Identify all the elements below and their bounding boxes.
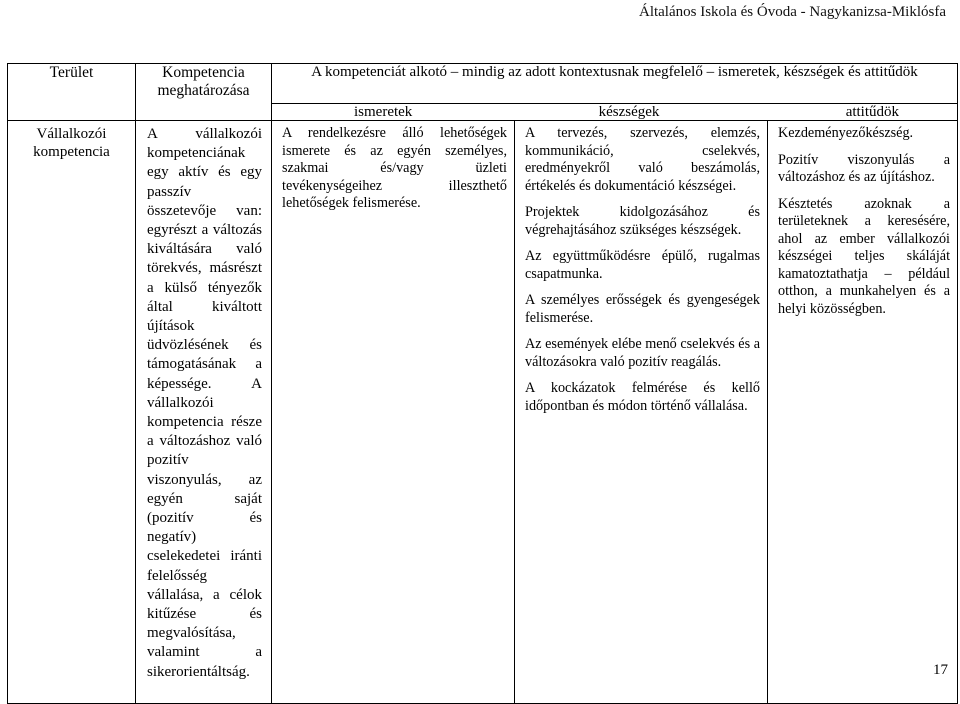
header-subcategories — [272, 104, 958, 121]
cell-attitudes — [768, 121, 958, 704]
competence-table — [7, 63, 958, 704]
header-skills: készségek — [598, 104, 660, 120]
skill-item: Az események elébe menő cselekvés és a változásokra való pozitív reagálás. — [525, 336, 760, 370]
cell-knowledge — [272, 121, 515, 704]
attitude-item: Pozitív viszonyulás a változáshoz és az újításhoz. — [778, 151, 951, 185]
skill-item: Projektek kidolgozásához és végrehajtásához szükséges készségek. — [525, 204, 760, 238]
cell-definition: A vállalkozói kompetenciának egy aktív és egy passzív összetevője van: egyrészt a változás kiváltására való törekvés, másrészt a külső tényezők által kiváltott újítások üdvözlésének és támogatásának a képessége. A vállalkozói kompetencia része a változáshoz való pozitív viszonyulás, az egyén saját (pozitív és negatív) cselekedetei iránti felelősség vállalása, a célok kitűzése és megvalósítása, valamint a sikerorientáltság. — [136, 121, 272, 704]
knowledge-item: A rendelkezésre álló lehetőségek ismerete és az egyén személyes, szakmai és/vagy üzleti tevékenységeihez illeszthető lehetőségek felismerése. — [282, 125, 507, 211]
skill-item: A tervezés, szervezés, elemzés, kommunikáció, cselekvés, eredményekről való beszámolás, értékelés és dokumentáció készségei. — [525, 125, 760, 194]
skill-item: Az együttműködésre épülő, rugalmas csapatmunka. — [525, 248, 760, 282]
header-components-title: A kompetenciát alkotó – mindig az adott kontextusnak megfelelő – ismeretek, készségek és attitűdök — [272, 64, 958, 104]
attitude-item: Kezdeményezőkészség. — [778, 125, 914, 141]
header-attitudes: attitűdök — [845, 104, 900, 120]
skill-item: A kockázatok felmérése és kellő időpontban és módon történő vállalása. — [525, 380, 760, 414]
running-header: Általános Iskola és Óvoda - Nagykanizsa-Miklósfa — [638, 4, 946, 20]
cell-area: Vállalkozói kompetencia — [8, 121, 136, 704]
skill-item: A személyes erősségek és gyengeségek felismerése. — [525, 292, 760, 326]
header-competence-definition: Kompetencia meghatározása — [136, 64, 272, 121]
header-knowledge: ismeretek — [354, 104, 413, 120]
header-area: Terület — [8, 64, 136, 121]
page-number: 17 — [933, 662, 948, 678]
cell-skills — [515, 121, 768, 704]
attitude-item: Késztetés azoknak a területeknek a keresésére, ahol az ember vállalkozói készségei teljes skáláját kamatoztathatja – például otthon, a munkahelyen és a helyi közösségben. — [778, 195, 951, 317]
